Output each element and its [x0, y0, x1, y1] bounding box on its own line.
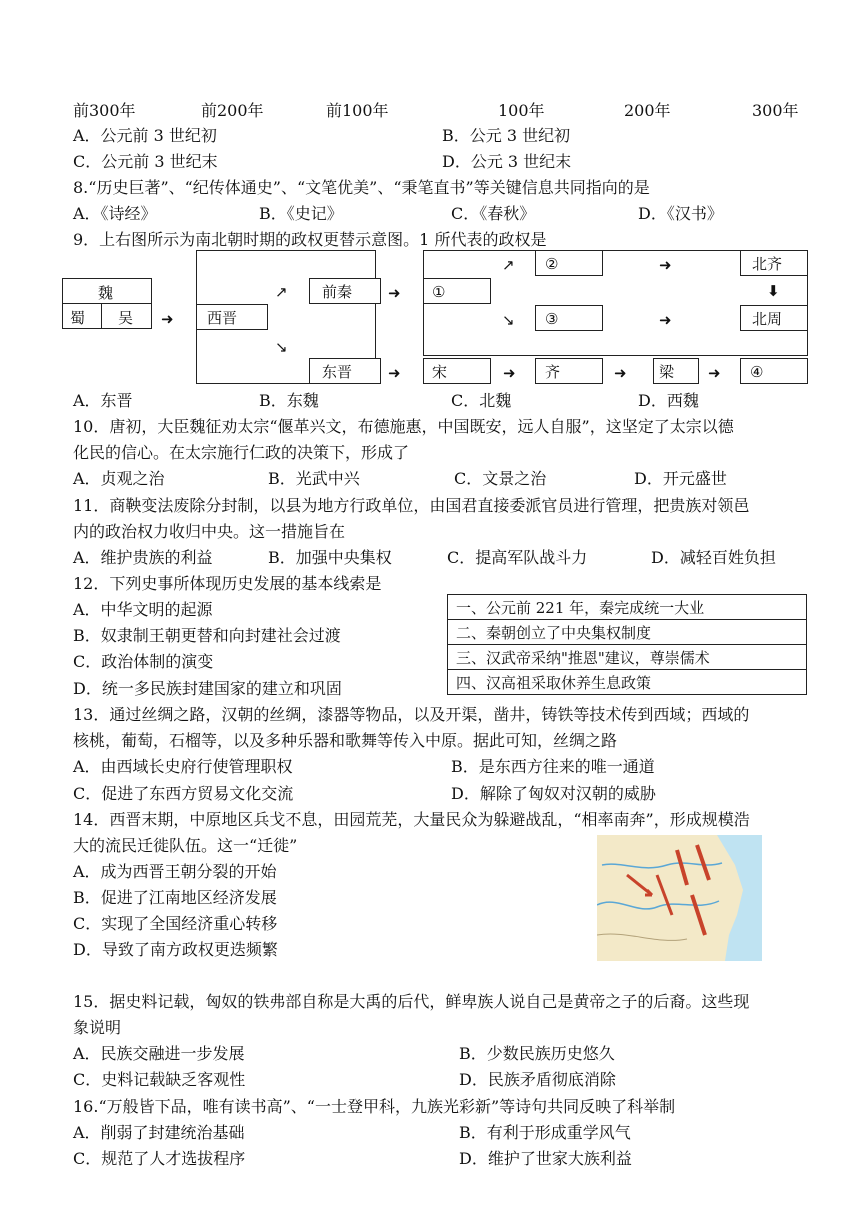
question-stem: 10．唐初，大臣魏征劝太宗“偃革兴文，布德施惠，中国既安，远人自服”，这坚定了太宗以德 [73, 417, 734, 436]
option-b: B．《史记》 [259, 204, 343, 223]
option-b: B．少数民族历史悠久 [459, 1044, 615, 1063]
event-item: 四、汉高祖采取休养生息政策 [448, 670, 807, 695]
option-b: B．是东西方往来的唯一通道 [451, 757, 655, 776]
option-b: B．光武中兴 [268, 469, 360, 488]
question-stem: 象说明 [73, 1018, 122, 1037]
question-stem: 12．下列史事所体现历史发展的基本线索是 [73, 574, 382, 593]
question-stem: 8.“历史巨著”、“纪传体通史”、“文笔优美”、“秉笔直书”等关键信息共同指向的是 [73, 178, 650, 197]
label-4: ④ [750, 363, 764, 381]
label-dongjin: 东晋 [322, 363, 353, 381]
arrow-down-right-icon: ↘ [275, 338, 288, 356]
arrow-down-right-icon: ↘ [502, 311, 515, 329]
option-c: C．文景之治 [454, 469, 547, 488]
option-d: D．导致了南方政权更迭频繁 [73, 940, 278, 959]
arrow-right-icon: ➜ [659, 311, 672, 329]
arrow-up-right-icon: ↗ [502, 256, 515, 274]
option-b: B．加强中央集权 [268, 548, 392, 567]
arrow-right-icon: ➜ [614, 364, 627, 382]
question-stem: 化民的信心。在太宗施行仁政的决策下，形成了 [73, 443, 410, 462]
option-d: D．民族矛盾彻底消除 [459, 1070, 616, 1089]
option-c: C．实现了全国经济重心转移 [73, 914, 278, 933]
question-stem: 9．上右图所示为南北朝时期的政权更替示意图。1 所代表的政权是 [73, 230, 547, 249]
option-c: C．提高军队战斗力 [447, 548, 588, 567]
migration-arrow-icon [697, 845, 709, 880]
label-song: 宋 [432, 363, 448, 381]
label-qianqin: 前秦 [322, 283, 353, 301]
migration-arrow-icon [692, 895, 705, 935]
arrow-right-icon: ➜ [388, 364, 401, 382]
sea-area [717, 835, 762, 961]
option-b: B．促进了江南地区经济发展 [73, 888, 277, 907]
option-d: D．减轻百姓负担 [651, 548, 776, 567]
label-2: ② [545, 255, 559, 273]
label-liang: 梁 [659, 363, 675, 381]
option-a: A．维护贵族的利益 [73, 548, 213, 567]
option-a: A．《诗经》 [73, 204, 157, 223]
question-stem: 16.“万般皆下品，唯有读书高”、“一士登甲科，九族光彩新”等诗句共同反映了科举制 [73, 1097, 676, 1116]
arrow-right-icon: ➜ [708, 364, 721, 382]
timeline-label: 前300年 [73, 101, 136, 120]
question-stem: 核桃，葡萄，石榴等，以及多种乐器和歌舞等传入中原。据此可知，丝绸之路 [73, 731, 618, 750]
event-item: 三、汉武帝采纳"推恩"建议，尊崇儒术 [448, 645, 807, 670]
migration-map [597, 835, 762, 961]
migration-map-image [597, 835, 762, 961]
timeline-label: 200年 [624, 101, 671, 120]
option-b: B．奴隶制王朝更替和向封建社会过渡 [73, 626, 341, 645]
option-d: D．解除了匈奴对汉朝的威胁 [451, 784, 656, 803]
event-item: 一、公元前 221 年，秦完成统一大业 [448, 595, 807, 620]
timeline-label: 前200年 [201, 101, 264, 120]
migration-arrow-icon [677, 850, 687, 885]
question-stem: 11．商鞅变法废除分封制，以县为地方行政单位，由国君直接委派官员进行管理，把贵族对领邑 [73, 496, 750, 515]
arrow-right-icon: ➜ [388, 284, 401, 302]
option-a: A．削弱了封建统治基础 [73, 1123, 245, 1142]
border-line [597, 934, 687, 940]
migration-arrow-icon [657, 875, 672, 915]
events-table [447, 594, 807, 695]
migration-arrow-icon [627, 875, 652, 895]
timeline-label: 前100年 [326, 101, 389, 120]
label-3: ③ [545, 310, 559, 328]
arrow-right-icon: ➜ [161, 310, 174, 328]
timeline-label: 100年 [498, 101, 545, 120]
arrow-down-icon: ⬇ [767, 282, 780, 300]
option-b: B．东魏 [259, 391, 319, 410]
option-c: C．公元前 3 世纪末 [73, 152, 218, 171]
arrow-up-right-icon: ↗ [275, 283, 288, 301]
option-c: C．北魏 [451, 391, 512, 410]
option-c: C．史料记载缺乏客观性 [73, 1070, 246, 1089]
option-b: B．有利于形成重学风气 [459, 1123, 631, 1142]
option-d: D．《汉书》 [638, 204, 723, 223]
option-d: D．开元盛世 [634, 469, 727, 488]
option-a: A．成为西晋王朝分裂的开始 [73, 862, 277, 881]
option-a: A．中华文明的起源 [73, 600, 213, 619]
option-c: C．促进了东西方贸易文化交流 [73, 784, 294, 803]
question-stem: 13．通过丝绸之路，汉朝的丝绸，漆器等物品，以及开渠，凿井，铸铁等技术传到西域；西域的 [73, 705, 750, 724]
option-d: D．维护了世家大族利益 [459, 1149, 632, 1168]
question-stem: 15．据史料记载，匈奴的铁弗部自称是大禹的后代，鲜卑族人说自己是黄帝之子的后裔。这些现 [73, 992, 750, 1011]
river-line [597, 901, 719, 909]
question-stem: 14．西晋末期，中原地区兵戈不息，田园荒芜，大量民众为躲避战乱，“相率南奔”，形成规模浩 [73, 810, 750, 829]
option-a: A．公元前 3 世纪初 [73, 126, 217, 145]
timeline-label: 300年 [752, 101, 799, 120]
label-wu: 吴 [118, 309, 134, 327]
option-d: D．西魏 [638, 391, 699, 410]
option-d: D．统一多民族封建国家的建立和巩固 [73, 679, 342, 698]
option-a: A．由西域长史府行使管理职权 [73, 757, 293, 776]
label-qi: 齐 [545, 363, 561, 381]
option-c: C．《春秋》 [451, 204, 536, 223]
label-shu: 蜀 [70, 309, 86, 327]
option-a: A．贞观之治 [73, 469, 165, 488]
arrow-right-icon: ➜ [659, 256, 672, 274]
option-a: A．民族交融进一步发展 [73, 1044, 245, 1063]
option-a: A．东晋 [73, 391, 133, 410]
arrow-right-icon: ➜ [503, 364, 516, 382]
label-1: ① [432, 283, 446, 301]
label-xijin: 西晋 [207, 309, 238, 327]
question-stem: 大的流民迁徙队伍。这一“迁徙” [73, 836, 298, 855]
option-b: B．公元 3 世纪初 [442, 126, 571, 145]
label-beizhou: 北周 [752, 310, 783, 328]
label-wei: 魏 [98, 284, 114, 302]
question-stem: 内的政治权力收归中央。这一措施旨在 [73, 522, 346, 541]
event-item: 二、秦朝创立了中央集权制度 [448, 620, 807, 645]
option-d: D．公元 3 世纪末 [442, 152, 572, 171]
option-c: C．政治体制的演变 [73, 652, 214, 671]
option-c: C．规范了人才选拔程序 [73, 1149, 246, 1168]
label-beiqi: 北齐 [752, 255, 783, 273]
